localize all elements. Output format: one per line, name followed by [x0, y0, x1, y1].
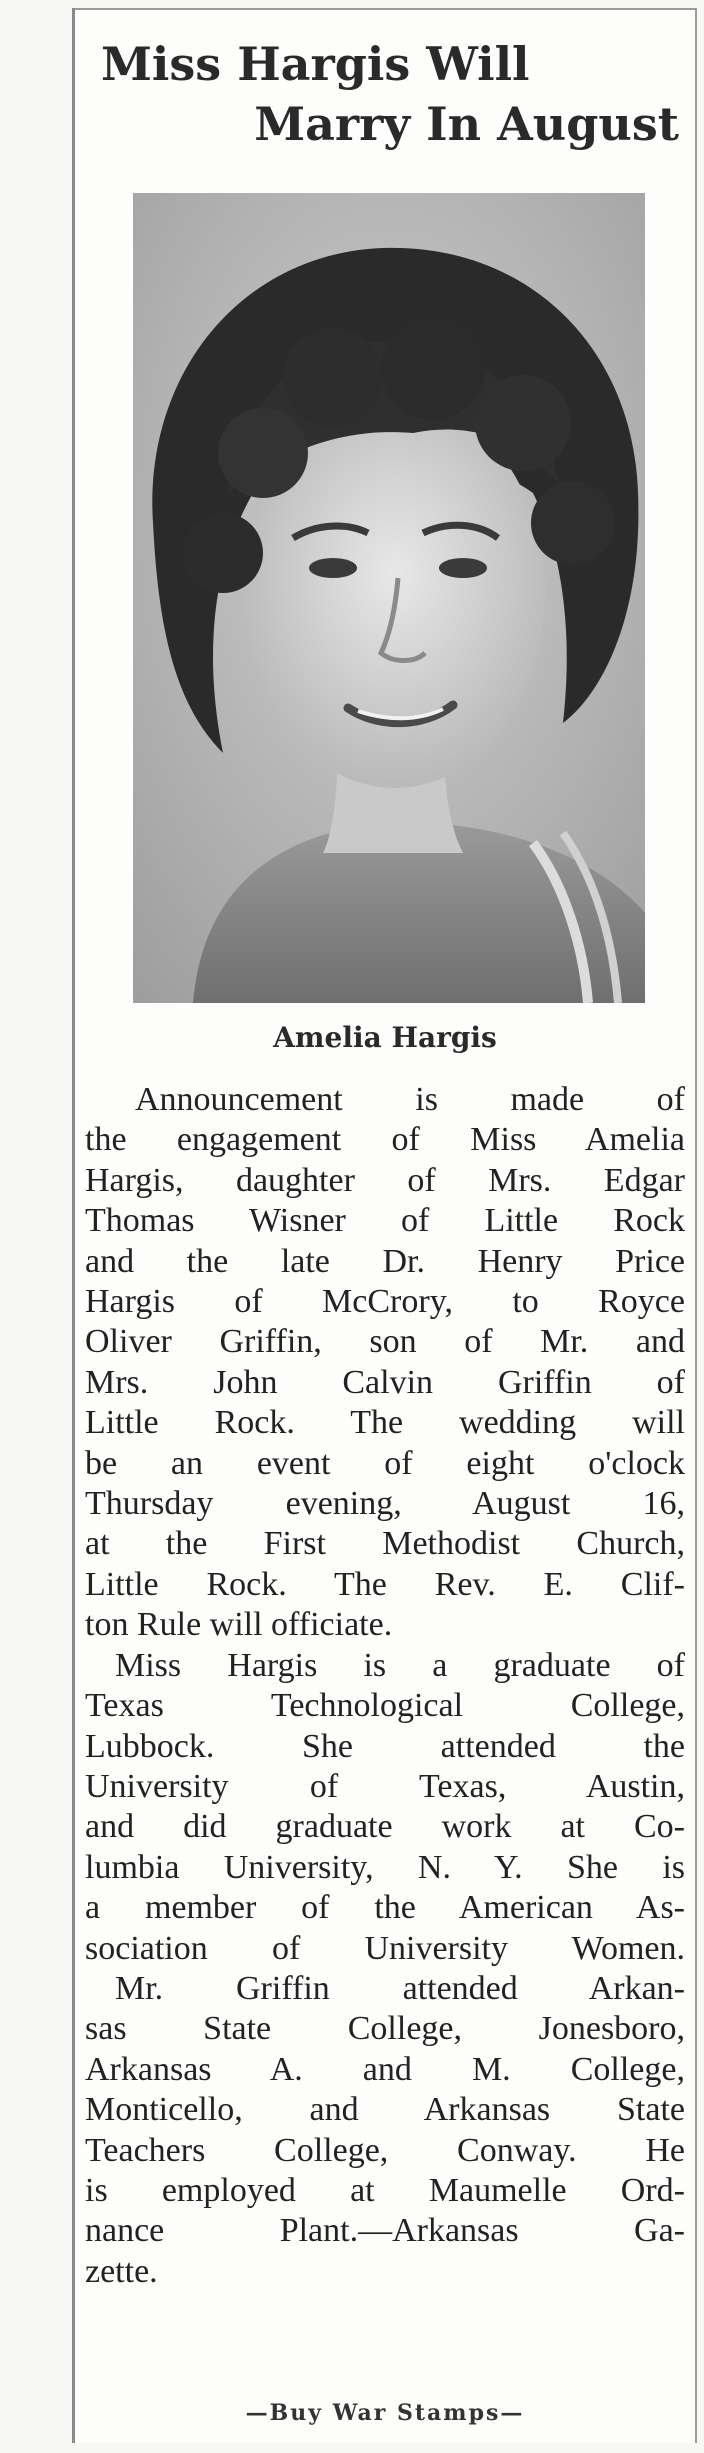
article-body — [85, 1080, 685, 2292]
text-line: sas State College, Jonesboro, — [85, 2010, 685, 2048]
text-line: Thursday evening, August 16, — [85, 1485, 685, 1523]
text-line: Texas Technological College, — [85, 1687, 685, 1725]
text-line: at the First Methodist Church, — [85, 1525, 685, 1563]
footer-slogan: —Buy War Stamps— — [245, 2400, 525, 2426]
text-line: and the late Dr. Henry Price — [85, 1242, 685, 1280]
text-line: Announcement is made of — [135, 1081, 685, 1118]
text-line: Monticello, and Arkansas State — [85, 2091, 685, 2129]
text-line: ton Rule will officiate. — [85, 1606, 393, 1644]
text-line: Hargis, daughter of Mrs. Edgar — [85, 1161, 685, 1199]
text-line: nance Plant.—Arkansas Ga- — [85, 2212, 685, 2250]
text-line: Little Rock. The Rev. E. Clif- — [85, 1565, 685, 1603]
headline-line-1: Miss Hargis Will — [101, 37, 530, 91]
text-line: and did graduate work at Co- — [85, 1808, 685, 1846]
paragraph-engagement — [85, 1080, 685, 1646]
text-line: University of Texas, Austin, — [85, 1767, 685, 1805]
text-line: be an event of eight o'clock — [85, 1444, 685, 1482]
text-line: Arkansas A. and M. College, — [85, 2050, 685, 2088]
text-line: the engagement of Miss Amelia — [85, 1121, 685, 1159]
text-line: a member of the American As- — [85, 1889, 685, 1927]
paragraph-education — [85, 1646, 685, 1969]
text-line: Lubbock. She attended the — [85, 1727, 685, 1765]
text-line: Hargis of McCrory, to Royce — [85, 1283, 685, 1321]
text-line: lumbia University, N. Y. She is — [85, 1848, 685, 1886]
text-line: is employed at Maumelle Ord- — [85, 2171, 685, 2209]
portrait-photo — [133, 193, 645, 1003]
paragraph-groom — [85, 1969, 685, 2292]
text-line: Oliver Griffin, son of Mr. and — [85, 1323, 685, 1361]
text-line: Teachers College, Conway. He — [85, 2131, 685, 2169]
text-line: sociation of University Women. — [85, 1929, 685, 1967]
newspaper-clipping — [72, 8, 697, 2443]
photo-caption: Amelia Hargis — [273, 1021, 497, 1054]
text-line: Miss Hargis is a graduate of — [115, 1646, 685, 1684]
headline-line-2: Marry In August — [254, 97, 679, 151]
text-line: Mr. Griffin attended Arkan- — [115, 1969, 685, 2007]
text-line: Little Rock. The wedding will — [85, 1404, 685, 1442]
text-line: zette. — [85, 2252, 158, 2290]
text-line: Mrs. John Calvin Griffin of — [85, 1363, 685, 1401]
text-line: Thomas Wisner of Little Rock — [85, 1202, 685, 1240]
